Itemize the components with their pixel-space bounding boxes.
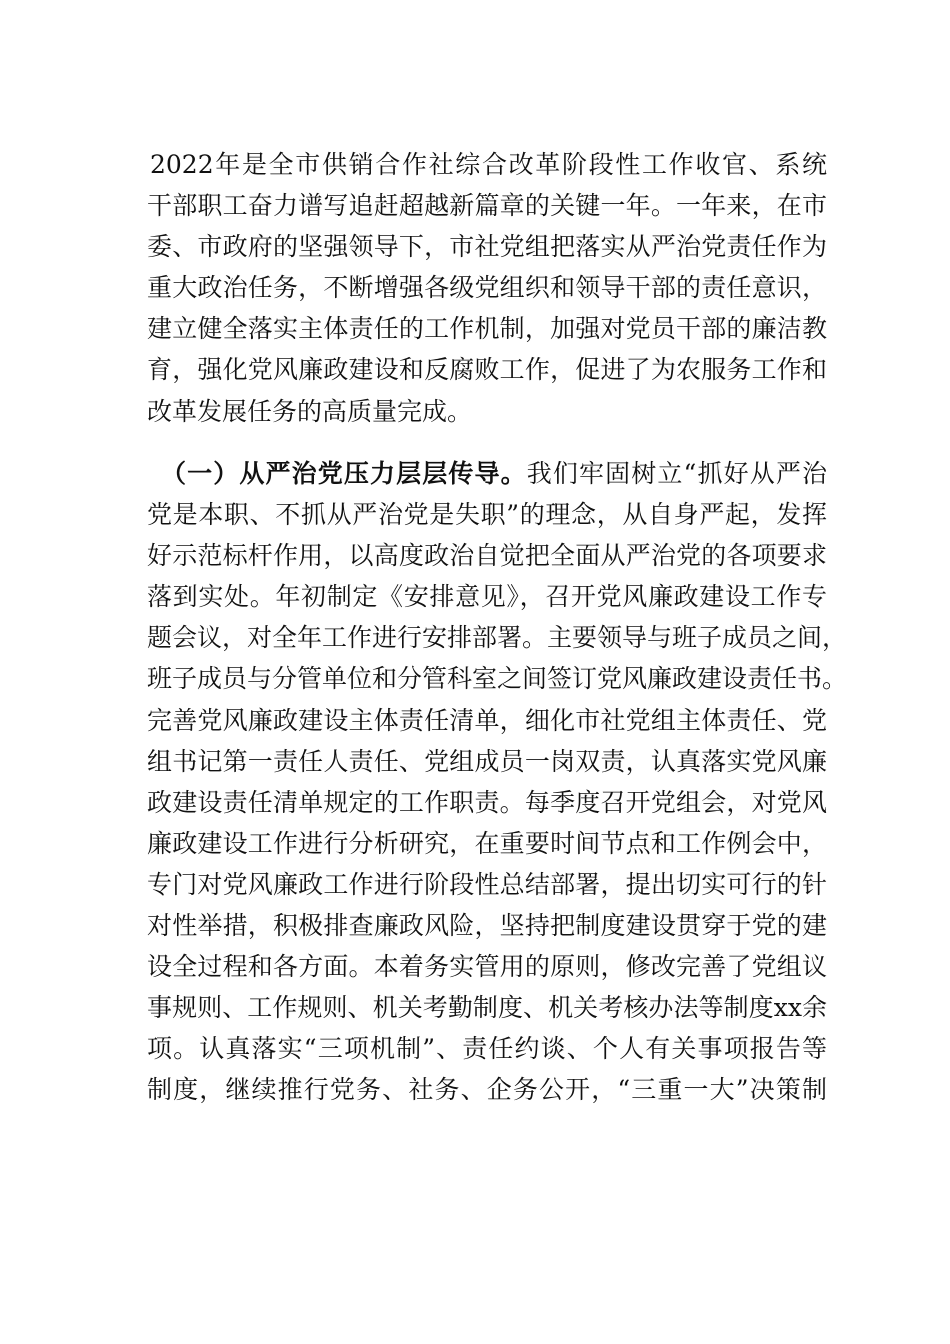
paragraph-line: 好示范标杆作用，以高度政治自觉把全面从严治党的各项要求	[147, 541, 827, 571]
paragraph-line: 对性举措，积极排查廉政风险，坚持把制度建设贯穿于党的建	[147, 911, 827, 941]
line-text: 2022年是全市供销合作社综合改革阶段性工作收官、系统	[150, 150, 827, 179]
paragraph-line: 组书记第一责任人责任、党组成员一岗双责，认真落实党风廉	[147, 746, 827, 776]
paragraph-line: 落到实处。年初制定《安排意见》，召开党风廉政建设工作专	[147, 582, 827, 612]
paragraph-line: 党是本职、不抓从严治党是失职”的理念，从自身严起，发挥	[147, 500, 827, 530]
paragraph-line: 制度，继续推行党务、社务、企务公开，“三重一大”决策制	[147, 1075, 827, 1105]
paragraph-line: 事规则、工作规则、机关考勤制度、机关考核办法等制度xx余	[147, 993, 827, 1023]
paragraph-line: 委、市政府的坚强领导下，市社党组把落实从严治党责任作为	[147, 232, 827, 262]
paragraph-line: 项。认真落实“三项机制”、责任约谈、个人有关事项报告等	[147, 1034, 827, 1064]
paragraph-line	[161, 453, 827, 494]
paragraph-line: 重大政治任务，不断增强各级党组织和领导干部的责任意识，	[147, 273, 827, 303]
paragraph-line: 班子成员与分管单位和分管科室之间签订党风廉政建设责任书。	[147, 664, 848, 694]
paragraph-line: 完善党风廉政建设主体责任清单，细化市社党组主体责任、党	[147, 705, 827, 735]
paragraph-line: 设全过程和各方面。本着务实管用的原则，修改完善了党组议	[147, 952, 827, 982]
paragraph-line: 政建设责任清单规定的工作职责。每季度召开党组会，对党风	[147, 787, 827, 817]
paragraph-section-one	[147, 453, 848, 1111]
paragraph-line: 育，强化党风廉政建设和反腐败工作，促进了为农服务工作和	[147, 355, 827, 385]
paragraph-line	[150, 144, 827, 185]
section-heading: （一）从严治党压力层层传导。	[161, 459, 527, 488]
paragraph-line: 廉政建设工作进行分析研究，在重要时间节点和工作例会中，	[147, 828, 827, 858]
paragraph-line: 改革发展任务的高质量完成。	[147, 396, 473, 426]
paragraph-intro	[147, 144, 827, 432]
paragraph-line: 题会议，对全年工作进行安排部署。主要领导与班子成员之间，	[147, 623, 848, 653]
line-text: 我们牢固树立“抓好从严治	[526, 459, 827, 488]
paragraph-line: 专门对党风廉政工作进行阶段性总结部署，提出切实可行的针	[147, 869, 827, 899]
paragraph-line: 建立健全落实主体责任的工作机制，加强对党员干部的廉洁教	[147, 314, 827, 344]
paragraph-line: 干部职工奋力谱写追赶超越新篇章的关键一年。一年来，在市	[147, 191, 827, 221]
